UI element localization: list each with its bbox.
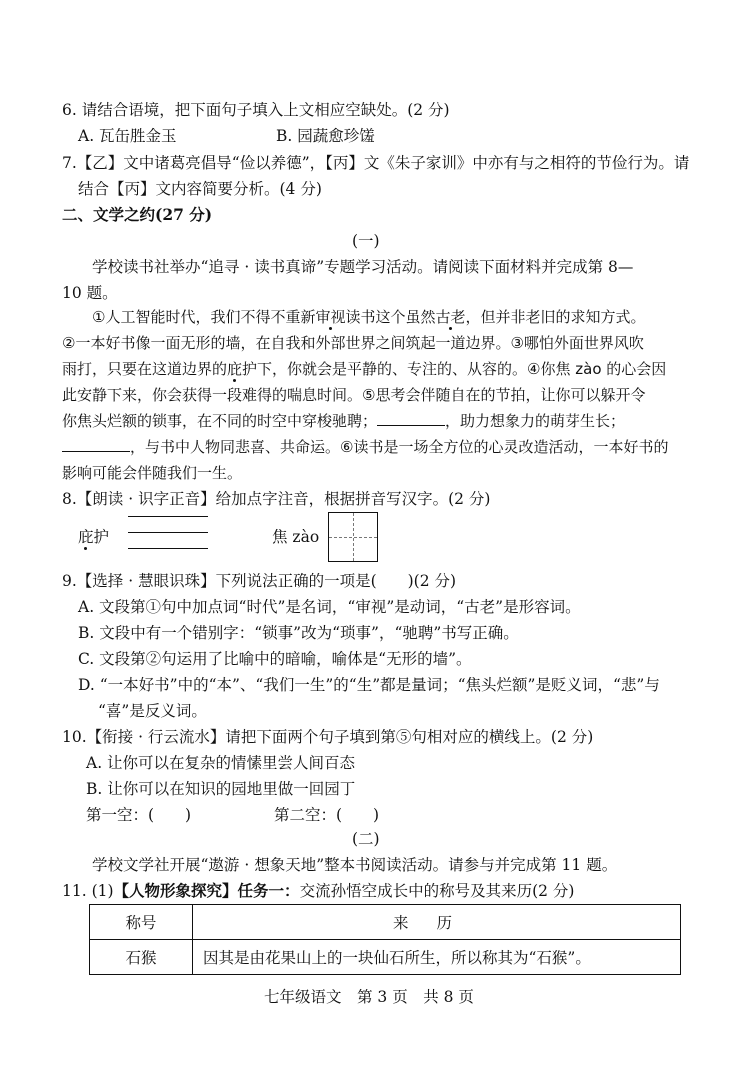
dotted-char-bi: 庇 [227, 360, 243, 378]
passage-line6 [62, 436, 668, 458]
page-footer: 七年级语文 第 3 页 共 8 页 [264, 988, 474, 1006]
passage-line4: 此安静下来，你会获得一段难得的喘息时间。⑤思考会伴随自在的节拍，让你可以躲开令 [62, 386, 646, 404]
table-cell: 石猴 [90, 940, 193, 975]
passage-line7: 影响可能会伴随我们一生。 [62, 464, 243, 482]
table-cell: 因其是由花果山上的一块仙石所生，所以称其为“石猴”。 [193, 940, 681, 975]
section2-title: 二、文学之约(27 分) [62, 205, 213, 224]
part1-heading: (一) [352, 232, 380, 250]
passage-text: ，助力想象力的萌芽生长； [445, 412, 626, 430]
passage-text: 读书这个虽然 [345, 308, 436, 326]
passage-text: 你焦头烂额的锁事，在不同的时空中穿梭驰聘； [62, 412, 378, 430]
q11-task-label: 【人物形象探究】任务一： [113, 881, 300, 900]
table-header-row [90, 905, 681, 940]
q9-option-c: C. 文段第②句运用了比喻中的暗喻，喻体是“无形的墙”。 [78, 650, 472, 668]
q8-word1 [78, 526, 109, 548]
grid-guide [329, 537, 377, 538]
q11-prefix: 11. (1) [62, 882, 114, 900]
title-origin-table [89, 904, 681, 975]
q10-blank1[interactable]: 第一空：( ) [86, 806, 192, 824]
table-header-cell: 称号 [90, 905, 193, 940]
q7-line1: 7.【乙】文中诸葛亮倡导“俭以养德”，【丙】文《朱子家训》中亦有与之相符的节俭行为。请 [62, 154, 690, 172]
q7-line2: 结合【丙】文内容简要分析。(4 分) [78, 180, 322, 198]
dotted-word-gulao: 古老 [435, 308, 466, 326]
table-header-cell: 来历 [193, 905, 681, 940]
passage-line5 [62, 410, 625, 432]
q9-option-b: B. 文段中有一个错别字：“锁事”改为“琐事”，“驰聘”书写正确。 [78, 624, 519, 642]
q9-stem: 9.【选择 · 慧眼识珠】下列说法正确的一项是( )(2 分) [62, 572, 457, 590]
q8-word2: 焦 zào [272, 528, 320, 546]
q9-option-d-line1: D. “一本好书”中的“本”、“我们一生”的“生”都是量词；“焦头烂额”是贬义词，“悲”与 [78, 676, 660, 694]
table-row [90, 940, 681, 975]
q10-blank2[interactable]: 第二空：( ) [274, 806, 380, 824]
passage-text: ，与书中人物同悲喜、共命运。⑥读书是一场全方位的心灵改造活动，一本好书的 [130, 438, 669, 456]
fill-blank-2[interactable] [62, 437, 130, 452]
passage-line2: ②一本好书像一面无形的墙，在自我和外部世界之间筑起一道边界。③哪怕外面世界风吹 [62, 334, 644, 352]
dotted-word-shenshi: 审视 [315, 308, 346, 326]
q6-stem: 6. 请结合语境，把下面句子填入上文相应空缺处。(2 分) [62, 101, 450, 119]
q10-stem: 10.【衔接 · 行云流水】请把下面两个句子填到第⑤句相对应的横线上。(2 分) [62, 728, 594, 746]
q10-sentence-b: B. 让你可以在知识的园地里做一回园丁 [86, 780, 356, 798]
passage-text: 雨打，只要在这道边界的 [62, 360, 228, 378]
q11-task-text: 交流孙悟空成长中的称号及其来历(2 分) [299, 882, 575, 900]
pinyin-line [128, 532, 208, 533]
q6-option-a: A. 瓦缶胜金玉 [78, 127, 177, 145]
q9-option-a: A. 文段第①句中加点词“时代”是名词，“审视”是动词，“古老”是形容词。 [78, 598, 581, 616]
part2-intro: 学校文学社开展“遨游 · 想象天地”整本书阅读活动。请参与并完成第 11 题。 [92, 856, 618, 874]
pinyin-line [128, 548, 208, 549]
passage-text: ①人工智能时代，我们不得不重新 [92, 308, 316, 326]
part1-intro-line1: 学校读书社举办“追寻 · 读书真谛”专题学习活动。请阅读下面材料并完成第 8— [92, 258, 634, 276]
tianzige-box[interactable] [328, 512, 378, 562]
pinyin-line [128, 516, 208, 517]
passage-text: 护下，你就会是平静的、专注的、从容的。④你焦 zào 的心会因 [242, 360, 667, 378]
part1-intro-line2: 10 题。 [62, 284, 118, 302]
part2-heading: (二) [352, 830, 380, 848]
q9-option-d-line2: “喜”是反义词。 [98, 702, 207, 720]
q11-stem [62, 880, 574, 902]
passage-text: ，但并非老旧的求知方式。 [465, 308, 646, 326]
q8-stem: 8.【朗读 · 识字正音】给加点字注音，根据拼音写汉字。(2 分) [62, 490, 491, 508]
q6-option-b: B. 园蔬愈珍馐 [276, 127, 375, 145]
fill-blank-1[interactable] [377, 411, 445, 426]
dotted-char-bi: 庇 [78, 528, 94, 546]
passage-line3 [62, 358, 666, 380]
q10-sentence-a: A. 让你可以在复杂的情愫里尝人间百态 [86, 754, 356, 772]
passage-line1 [92, 306, 646, 328]
q8-word1-rest: 护 [93, 528, 110, 546]
